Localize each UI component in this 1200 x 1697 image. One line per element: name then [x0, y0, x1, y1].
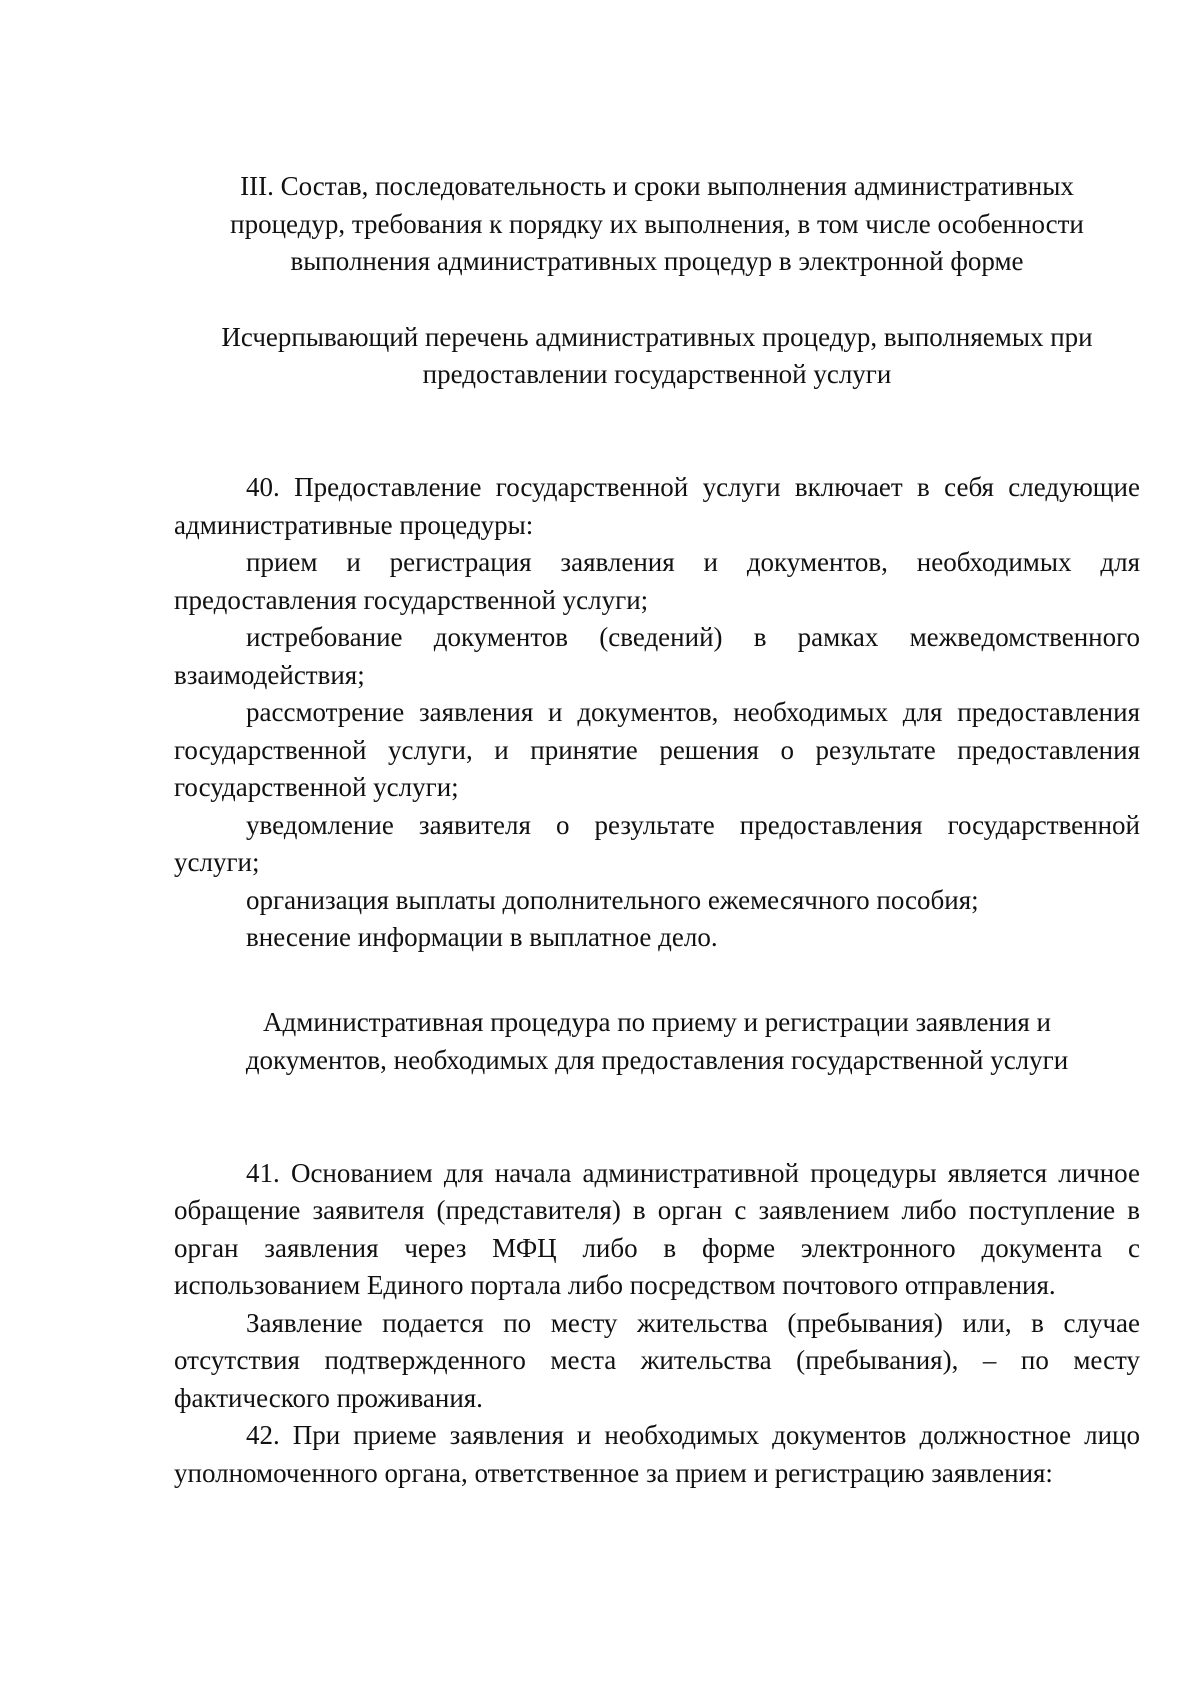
subsection-heading: Административная процедура по приему и регистрации заявления и документов, необходимых для предоставления государственной услуги	[245, 1007, 1069, 1075]
list-item: организация выплаты дополнительного ежемесячного пособия;	[246, 884, 979, 915]
document-body	[174, 168, 1140, 1492]
list-item: прием и регистрация заявления и документов, необходимых для предоставления государственной услуги;	[174, 547, 1140, 615]
spacer	[174, 994, 1140, 1004]
spacer	[174, 432, 1140, 470]
paragraph-42: 42. При приеме заявления и необходимых документов должностное лицо уполномоченного органа, ответственное за прием и регистрацию заявления:	[174, 1420, 1140, 1488]
list-item: истребование документов (сведений) в рамках межведомственного взаимодействия;	[174, 622, 1140, 690]
spacer	[174, 957, 1140, 995]
subsection-heading: Исчерпывающий перечень административных процедур, выполняемых при предоставлении государственной услуги	[221, 321, 1093, 389]
list-item: рассмотрение заявления и документов, необходимых для предоставления государственной услуги, и принятие решения о результате предоставления государственной услуги;	[174, 697, 1140, 802]
list-item: уведомление заявителя о результате предоставления государственной услуги;	[174, 809, 1140, 877]
spacer	[174, 1117, 1140, 1155]
paragraph: Заявление подается по месту жительства (пребывания) или, в случае отсутствия подтвержденного места жительства (пребывания), – по месту фактического проживания.	[174, 1307, 1140, 1413]
section-title: III. Состав, последовательность и сроки выполнения административных процедур, требования к порядку их выполнения, в том числе особенности выполнения административных процедур в электронной форме	[230, 171, 1084, 276]
paragraph-40: 40. Предоставление государственной услуги включает в себя следующие административные процедуры:	[174, 472, 1140, 540]
list-item: внесение информации в выплатное дело.	[246, 922, 718, 952]
paragraph-41: 41. Основанием для начала административной процедуры является личное обращение заявителя (представителя) в орган с заявлением либо поступление в орган заявления через МФЦ либо в форме электронного документа с использованием Единого портала либо посредством почтового отправления.	[174, 1157, 1140, 1300]
